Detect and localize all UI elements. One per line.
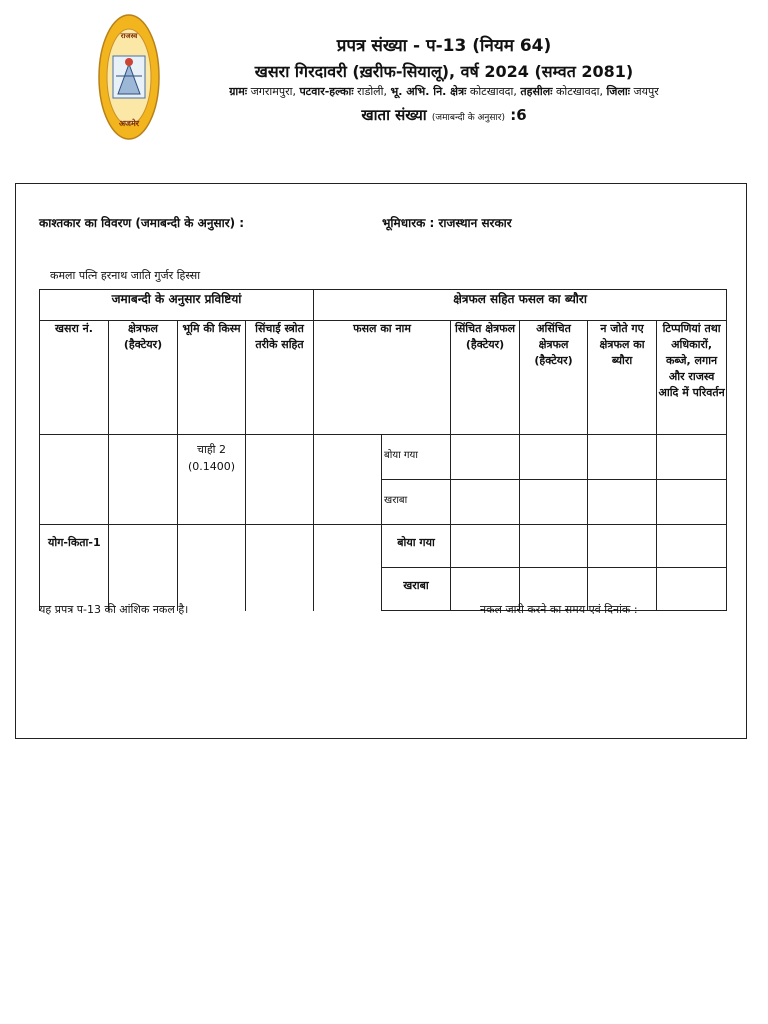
- total-damaged-label: खराबा: [382, 568, 451, 611]
- table-row: [40, 435, 727, 480]
- landholder: भूमिधारक : राजस्थान सरकार: [382, 216, 512, 230]
- form-title: प्रपत्र संख्या - प-13 (नियम 64): [336, 36, 552, 56]
- col-area: क्षेत्रफल (हैक्टेयर): [109, 321, 178, 435]
- col-irrigated-area: सिंचित क्षेत्रफल (हैक्टेयर): [451, 321, 520, 435]
- col-remarks: टिप्पणियां तथा अधिकारों, कब्जे, लगान और राजस्व आदि में परिवर्तन: [657, 321, 727, 435]
- col-unirrigated-area: असिंचित क्षेत्रफल (हैक्टेयर): [520, 321, 588, 435]
- land-type-cell: चाही 2 (0.1400): [178, 435, 246, 525]
- col-crop-name: फसल का नाम: [314, 321, 451, 435]
- survey-title: खसरा गिरदावरी (ख़रीफ-सियालू), वर्ष 2024 (सम्वत 2081): [254, 62, 634, 81]
- col-land-type: भूमि की किस्म: [178, 321, 246, 435]
- col-khasra: खसरा नं.: [40, 321, 109, 435]
- total-sown-label: बोया गया: [382, 525, 451, 568]
- col-irrigation: सिंचाई स्त्रोत तरीके सहित: [246, 321, 314, 435]
- total-label: योग-किता-1: [40, 525, 109, 611]
- svg-text:अजमेर: अजमेर: [118, 119, 140, 128]
- col-fallow: न जोते गए क्षेत्रफल का ब्यौरा: [588, 321, 657, 435]
- khata-number-line: खाता संख्या (जमाबन्दी के अनुसार) :6: [361, 106, 527, 124]
- sown-label: बोया गया: [382, 435, 451, 480]
- group-header-jamabandi: जमाबन्दी के अनुसार प्रविष्टियां: [40, 290, 314, 321]
- damaged-label: खराबा: [382, 480, 451, 525]
- group-header-crop: क्षेत्रफल सहित फसल का ब्यौरा: [314, 290, 727, 321]
- cultivator-label: काश्तकार का विवरण (जमाबन्दी के अनुसार) :: [39, 216, 245, 230]
- owner-line: कमला पत्नि हरनाथ जाति गुर्जर हिस्सा: [50, 269, 201, 282]
- total-row: [40, 525, 727, 568]
- location-line: ग्रामः जगरामपुरा, पटवार-हल्काः राडोली, भू. अभि. नि. क्षेत्रः कोटखावदा, तहसीलः कोटखावदा, जिलाः जयपुर: [229, 85, 659, 98]
- svg-text:राजस्व: राजस्व: [120, 32, 138, 40]
- girdawari-table: [39, 289, 727, 611]
- partial-copy-note: यह प्रपत्र प-13 की आंशिक नकल है।: [39, 603, 189, 616]
- copy-issue-label: नकल जारी करने का समय एवं दिनांक :: [480, 603, 638, 616]
